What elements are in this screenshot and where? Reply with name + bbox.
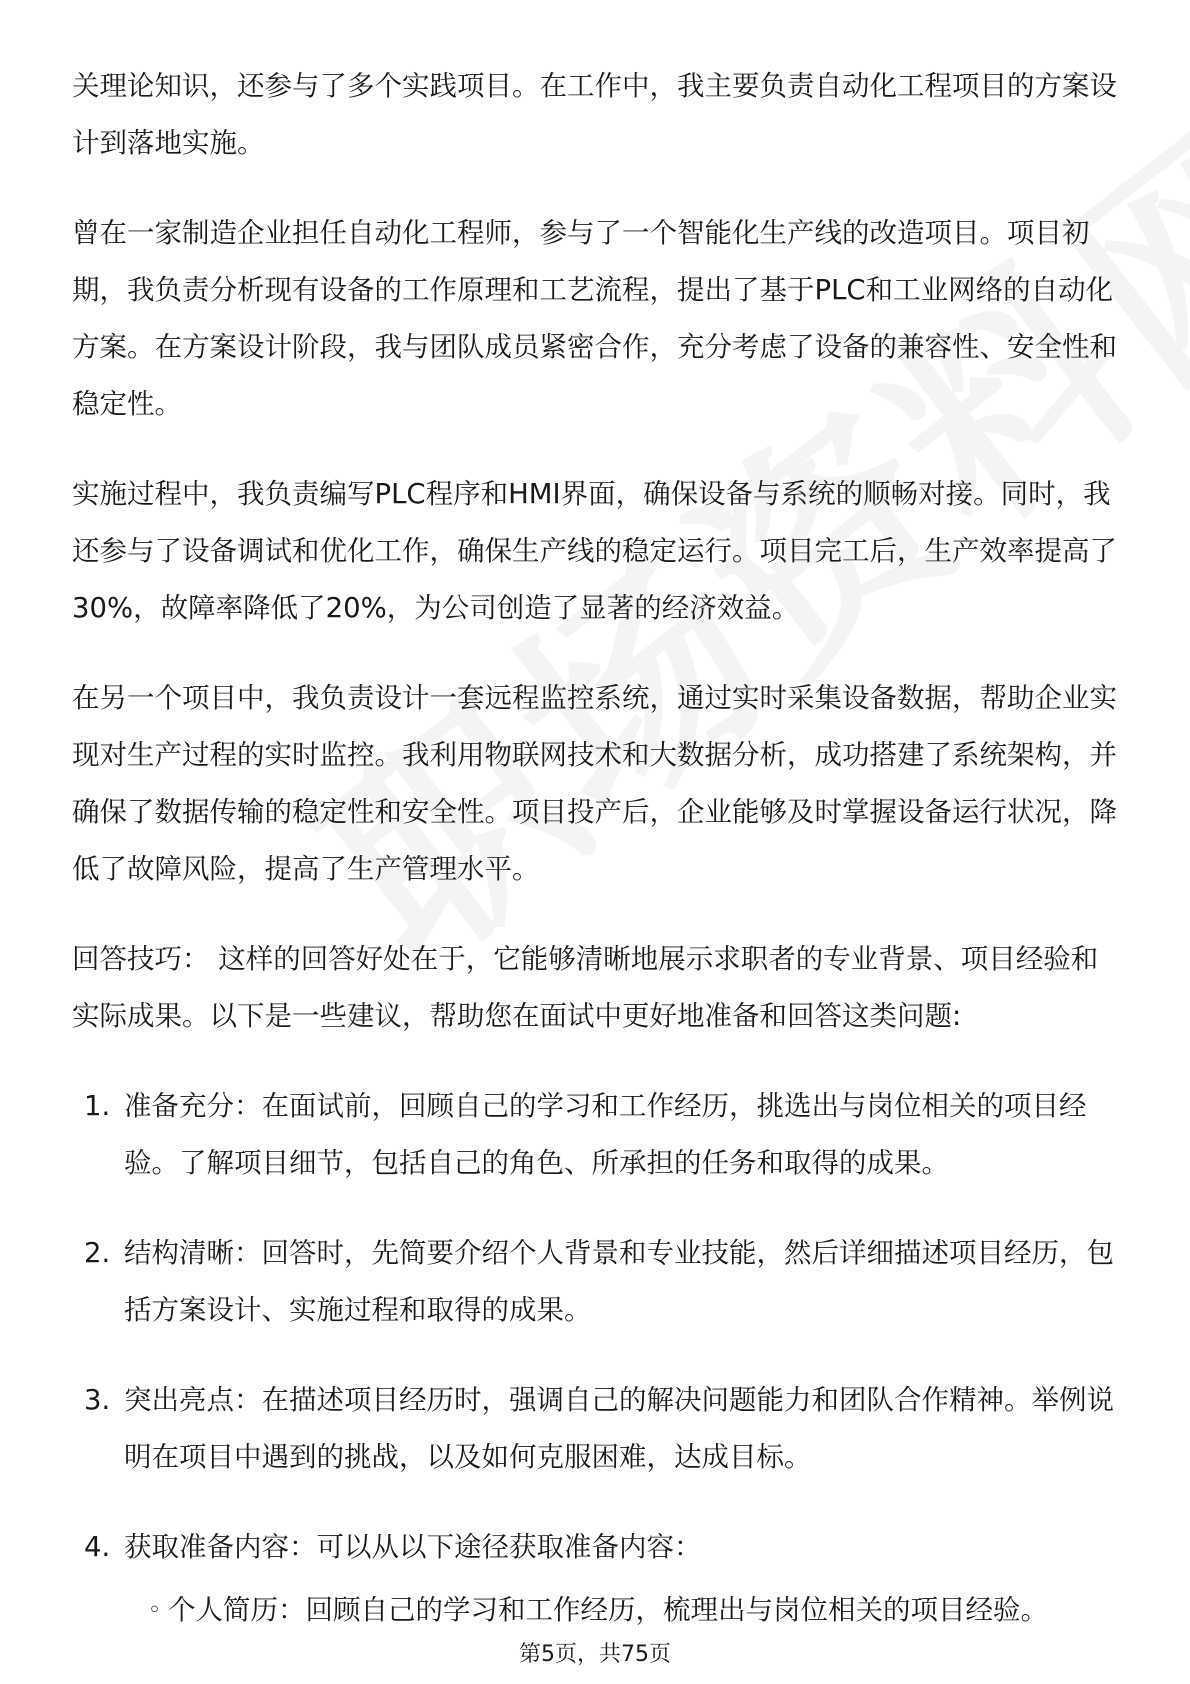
list-item <box>72 1372 1122 1486</box>
list-item-number: 3. <box>84 1384 111 1416</box>
list-item-text: 结构清晰：回答时，先简要介绍个人背景和专业技能，然后详细描述项目经历，包括方案设计、实施过程和取得的成果。 <box>124 1237 1114 1326</box>
list-item-text: 准备充分：在面试前，回顾自己的学习和工作经历，挑选出与岗位相关的项目经验。了解项目细节，包括自己的角色、所承担的任务和取得的成果。 <box>124 1090 1087 1179</box>
sub-list-item-text: 个人简历：回顾自己的学习和工作经历，梳理出与岗位相关的项目经验。 <box>168 1594 1048 1626</box>
list-item-text: 突出亮点：在描述项目经历时，强调自己的解决问题能力和团队合作精神。举例说明在项目中遇到的挑战，以及如何克服困难，达成目标。 <box>124 1384 1114 1473</box>
list-item <box>72 1078 1122 1192</box>
paragraph-3: 实施过程中，我负责编写PLC程序和HMI界面，确保设备与系统的顺畅对接。同时，我还参与了设备调试和优化工作，确保生产线的稳定运行。项目完工后，生产效率提高了30%，故障率降低了20%，为公司创造了显著的经济效益。 <box>72 478 1117 624</box>
list-item-number: 1. <box>84 1090 111 1122</box>
paragraph-4: 在另一个项目中，我负责设计一套远程监控系统，通过实时采集设备数据，帮助企业实现对生产过程的实时监控。我利用物联网技术和大数据分析，成功搭建了系统架构，并确保了数据传输的稳定性和安全性。项目投产后，企业能够及时掌握设备运行状况，降低了故障风险，提高了生产管理水平。 <box>72 682 1117 885</box>
page-content <box>72 58 1122 1639</box>
paragraph-2: 曾在一家制造企业担任自动化工程师，参与了一个智能化生产线的改造项目。项目初期，我负责分析现有设备的工作原理和工艺流程，提出了基于PLC和工业网络的自动化方案。在方案设计阶段，我与团队成员紧密合作，充分考虑了设备的兼容性、安全性和稳定性。 <box>72 217 1117 420</box>
list-item <box>72 1225 1122 1339</box>
list-item-number: 4. <box>84 1531 111 1563</box>
paragraph-1: 关理论知识，还参与了多个实践项目。在工作中，我主要负责自动化工程项目的方案设计到落地实施。 <box>72 70 1117 159</box>
page-number: 第5页，共75页 <box>519 1642 671 1667</box>
answer-tips-paragraph: 回答技巧： 这样的回答好处在于，它能够清晰地展示求职者的专业背景、项目经验和实际成果。以下是一些建议，帮助您在面试中更好地准备和回答这类问题: <box>72 943 1099 1032</box>
tips-list <box>72 1078 1122 1639</box>
hollow-bullet-icon: ◦ <box>148 1598 161 1623</box>
list-item-number: 2. <box>84 1237 111 1269</box>
list-item <box>72 1519 1122 1576</box>
sub-list-item <box>72 1582 1122 1639</box>
list-item-text: 获取准备内容：可以从以下途径获取准备内容： <box>124 1531 702 1563</box>
